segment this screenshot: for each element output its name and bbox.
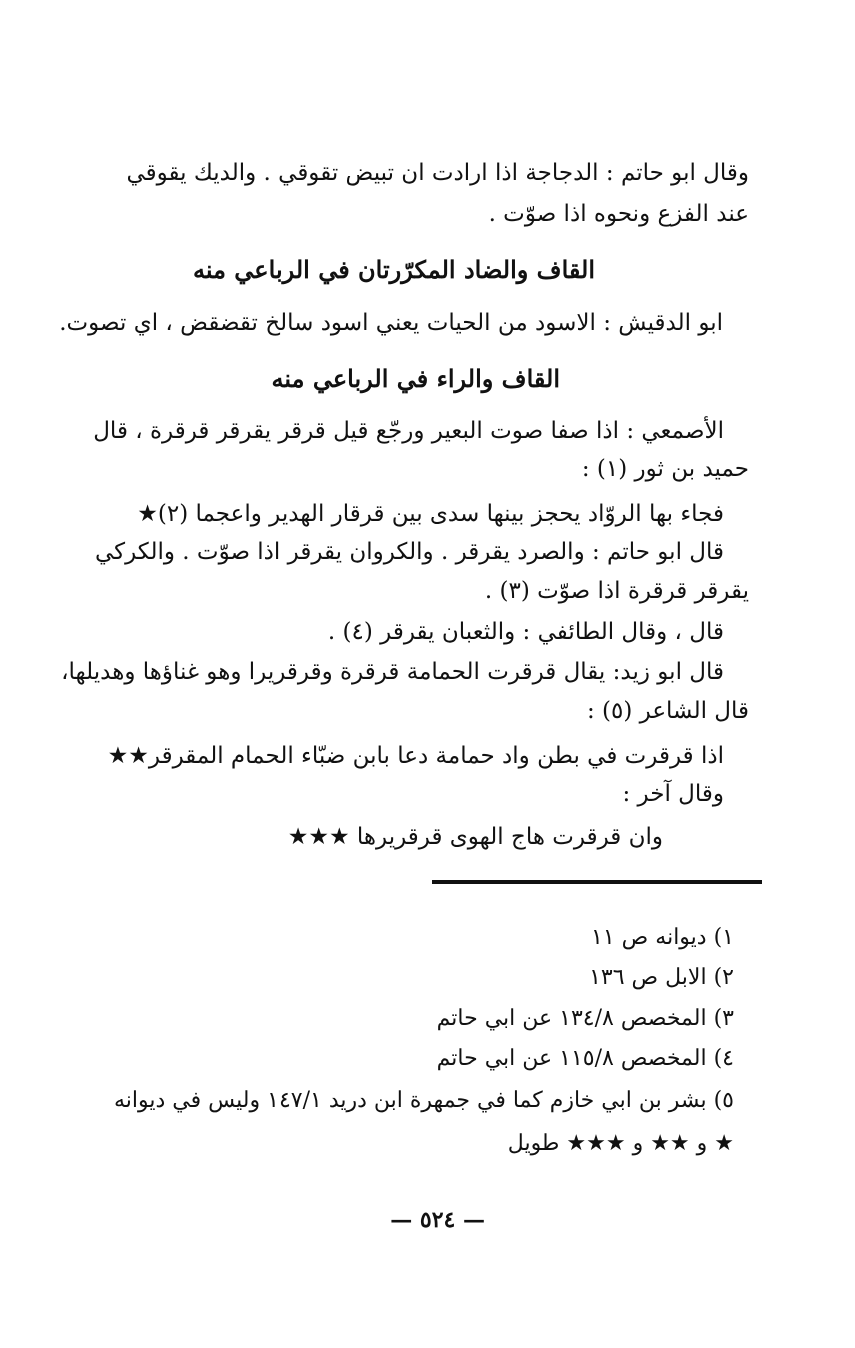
paragraph-line: وقال ابو حاتم : الدجاجة اذا ارادت ان تبيض تقوقي . والديك يقوقي — [126, 160, 749, 186]
footnote-divider — [432, 880, 762, 884]
paragraph-line: يقرقر قرقرة اذا صوّت (٣) . — [484, 578, 749, 604]
footnote: ١) ديوانه ص ١١ — [591, 925, 734, 950]
paragraph-line: وقال آخر : — [622, 781, 724, 807]
footnote: ٥) بشر بن ابي خازم كما في جمهرة ابن دريد ١٤٧/١ وليس في ديوانه — [113, 1088, 734, 1113]
paragraph-line: عند الفزع ونحوه اذا صوّت . — [488, 201, 749, 227]
page-number: — ٥٢٤ — — [390, 1207, 485, 1233]
verse-line: فجاء بها الروّاد يحجز بينها سدى بين قرقار الهدير واعجما (٢)★ — [137, 501, 724, 527]
paragraph-line: ابو الدقيش : الاسود من الحيات يعني اسود سالخ تقضقض ، اي تصوت. — [59, 310, 723, 336]
paragraph-line: حميد بن ثور (١) : — [581, 456, 749, 482]
section-heading: القاف والضاد المكرّرتان في الرباعي منه — [192, 255, 595, 284]
paragraph-line: الأصمعي : اذا صفا صوت البعير ورجّع قيل قرقر يقرقر قرقرة ، قال — [93, 418, 724, 444]
paragraph-line: قال ابو زيد: يقال قرقرت الحمامة قرقرة وقرقريرا وهو غناؤها وهديلها، — [61, 659, 724, 685]
footnote: ★ و ★★ و ★★★ طويل — [507, 1131, 734, 1156]
section-heading: القاف والراء في الرباعي منه — [271, 364, 560, 393]
footnote: ٢) الابل ص ١٣٦ — [589, 965, 734, 990]
footnote: ٣) المخصص ١٣٤/٨ عن ابي حاتم — [436, 1006, 734, 1031]
paragraph-line: قال ابو حاتم : والصرد يقرقر . والكروان يقرقر اذا صوّت . والكركي — [94, 539, 724, 565]
footnote: ٤) المخصص ١١٥/٨ عن ابي حاتم — [436, 1046, 734, 1071]
paragraph-line: قال ، وقال الطائفي : والثعبان يقرقر (٤) . — [327, 619, 724, 645]
verse-line: اذا قرقرت في بطن واد حمامة دعا بابن ضبّاء الحمام المقرقر★★ — [107, 743, 724, 769]
paragraph-line: قال الشاعر (٥) : — [586, 698, 749, 724]
verse-line: وان قرقرت هاج الهوى قرقريرها ★★★ — [287, 824, 663, 850]
